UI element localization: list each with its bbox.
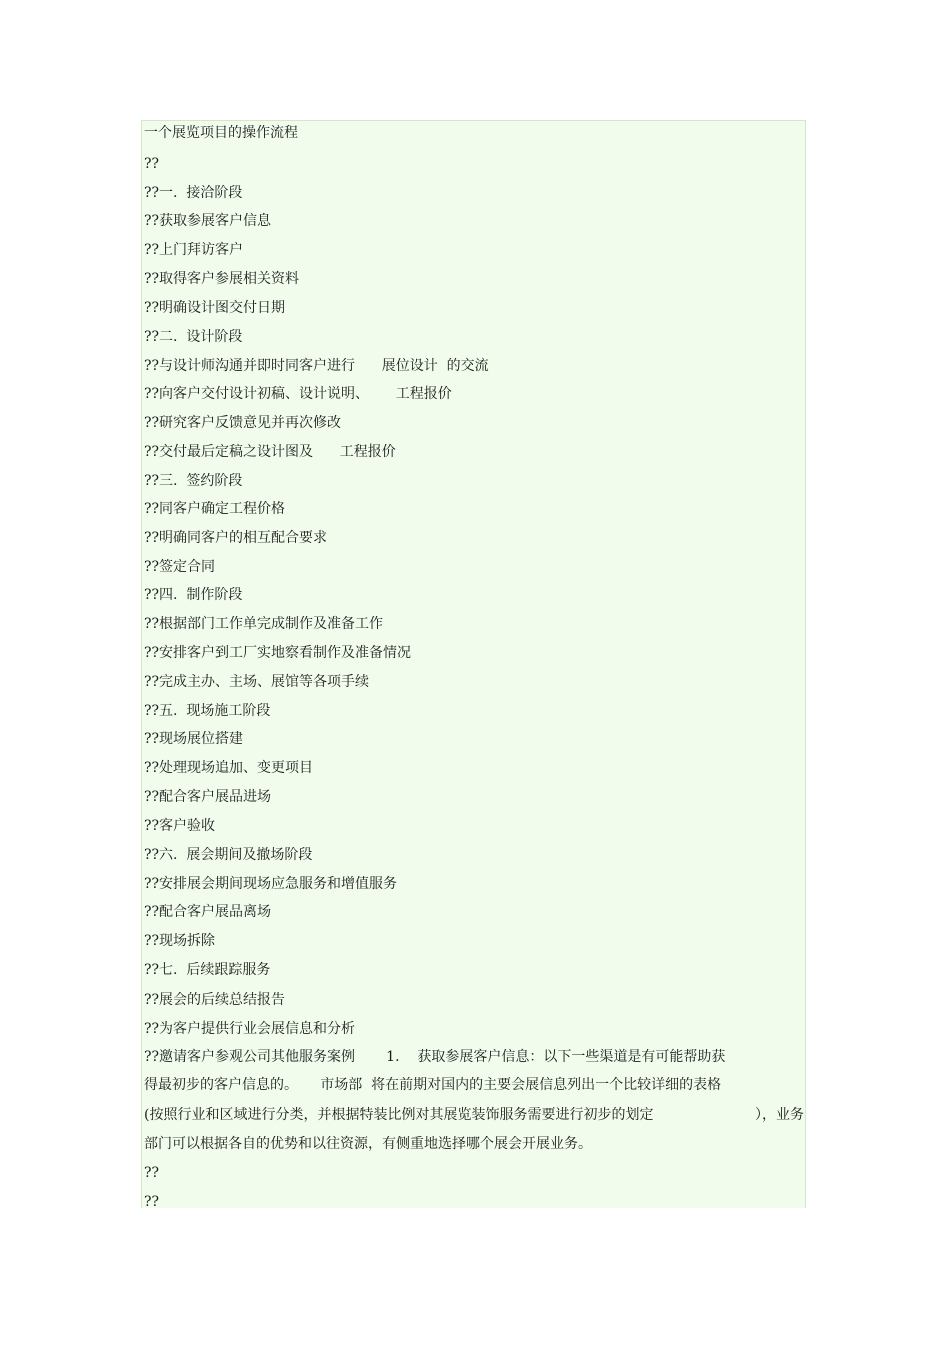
text-line: ??同客户确定工程价格 (144, 501, 286, 517)
text-line: ?? (144, 1194, 160, 1210)
text-line: ??现场拆除 (144, 933, 216, 949)
paragraph-line: ??邀请客户参观公司其他服务案例 1. 获取参展客户信息：以下一些渠道是有可能帮助获 (144, 1049, 726, 1065)
text-line: ??签定合同 (144, 559, 216, 575)
text-line: ??取得客户参展相关资料 (144, 271, 300, 287)
text-line: ??现场展位搭建 (144, 731, 244, 747)
section-heading: ??二. 设计阶段 (144, 329, 243, 345)
paragraph-line: 得最初步的客户信息的。 市场部 将在前期对国内的主要会展信息列出一个比较详细的表格 (144, 1077, 722, 1093)
text-line: ??根据部门工作单完成制作及准备工作 (144, 616, 384, 632)
text-line: ??配合客户展品进场 (144, 789, 272, 805)
paragraph-line (144, 1106, 804, 1124)
text-line: ??配合客户展品离场 (144, 904, 272, 920)
text-line: ??获取参展客户信息 (144, 213, 272, 229)
section-heading: ??五. 现场施工阶段 (144, 703, 271, 719)
paragraph-line-right: ），业务 (755, 1107, 804, 1123)
document-title: 一个展览项目的操作流程 (144, 125, 298, 141)
section-heading: ??四. 制作阶段 (144, 587, 243, 603)
text-line: ??安排客户到工厂实地察看制作及准备情况 (144, 645, 412, 661)
section-heading: ??六. 展会期间及撤场阶段 (144, 847, 313, 863)
section-heading: ??一. 接洽阶段 (144, 185, 243, 201)
text-line: ??交付最后定稿之设计图及 工程报价 (144, 444, 396, 460)
text-line: ??为客户提供行业会展信息和分析 (144, 1021, 356, 1037)
text-line: ?? (144, 156, 160, 172)
paragraph-line-left: (按照行业和区域进行分类，并根据特装比例对其展览装饰服务需要进行初步的划定 (144, 1107, 654, 1123)
section-heading: ??三. 签约阶段 (144, 473, 243, 489)
section-heading: ??七. 后续跟踪服务 (144, 962, 271, 978)
text-line: ?? (144, 1165, 160, 1181)
text-line: ??安排展会期间现场应急服务和增值服务 (144, 876, 398, 892)
text-line: ??完成主办、主场、展馆等各项手续 (144, 674, 370, 690)
text-line: ??客户验收 (144, 818, 216, 834)
text-line: ??与设计师沟通并即时同客户进行 展位设计 的交流 (144, 358, 489, 374)
text-line: ??明确同客户的相互配合要求 (144, 530, 328, 546)
text-line: ??展会的后续总结报告 (144, 992, 286, 1008)
paragraph-line: 部门可以根据各自的优势和以往资源，有侧重地选择哪个展会开展业务。 (144, 1136, 592, 1152)
text-line: ??向客户交付设计初稿、设计说明、 工程报价 (144, 386, 452, 402)
text-line: ??处理现场追加、变更项目 (144, 760, 314, 776)
text-line: ??上门拜访客户 (144, 242, 244, 258)
text-line: ??研究客户反馈意见并再次修改 (144, 415, 342, 431)
text-line: ??明确设计图交付日期 (144, 300, 286, 316)
